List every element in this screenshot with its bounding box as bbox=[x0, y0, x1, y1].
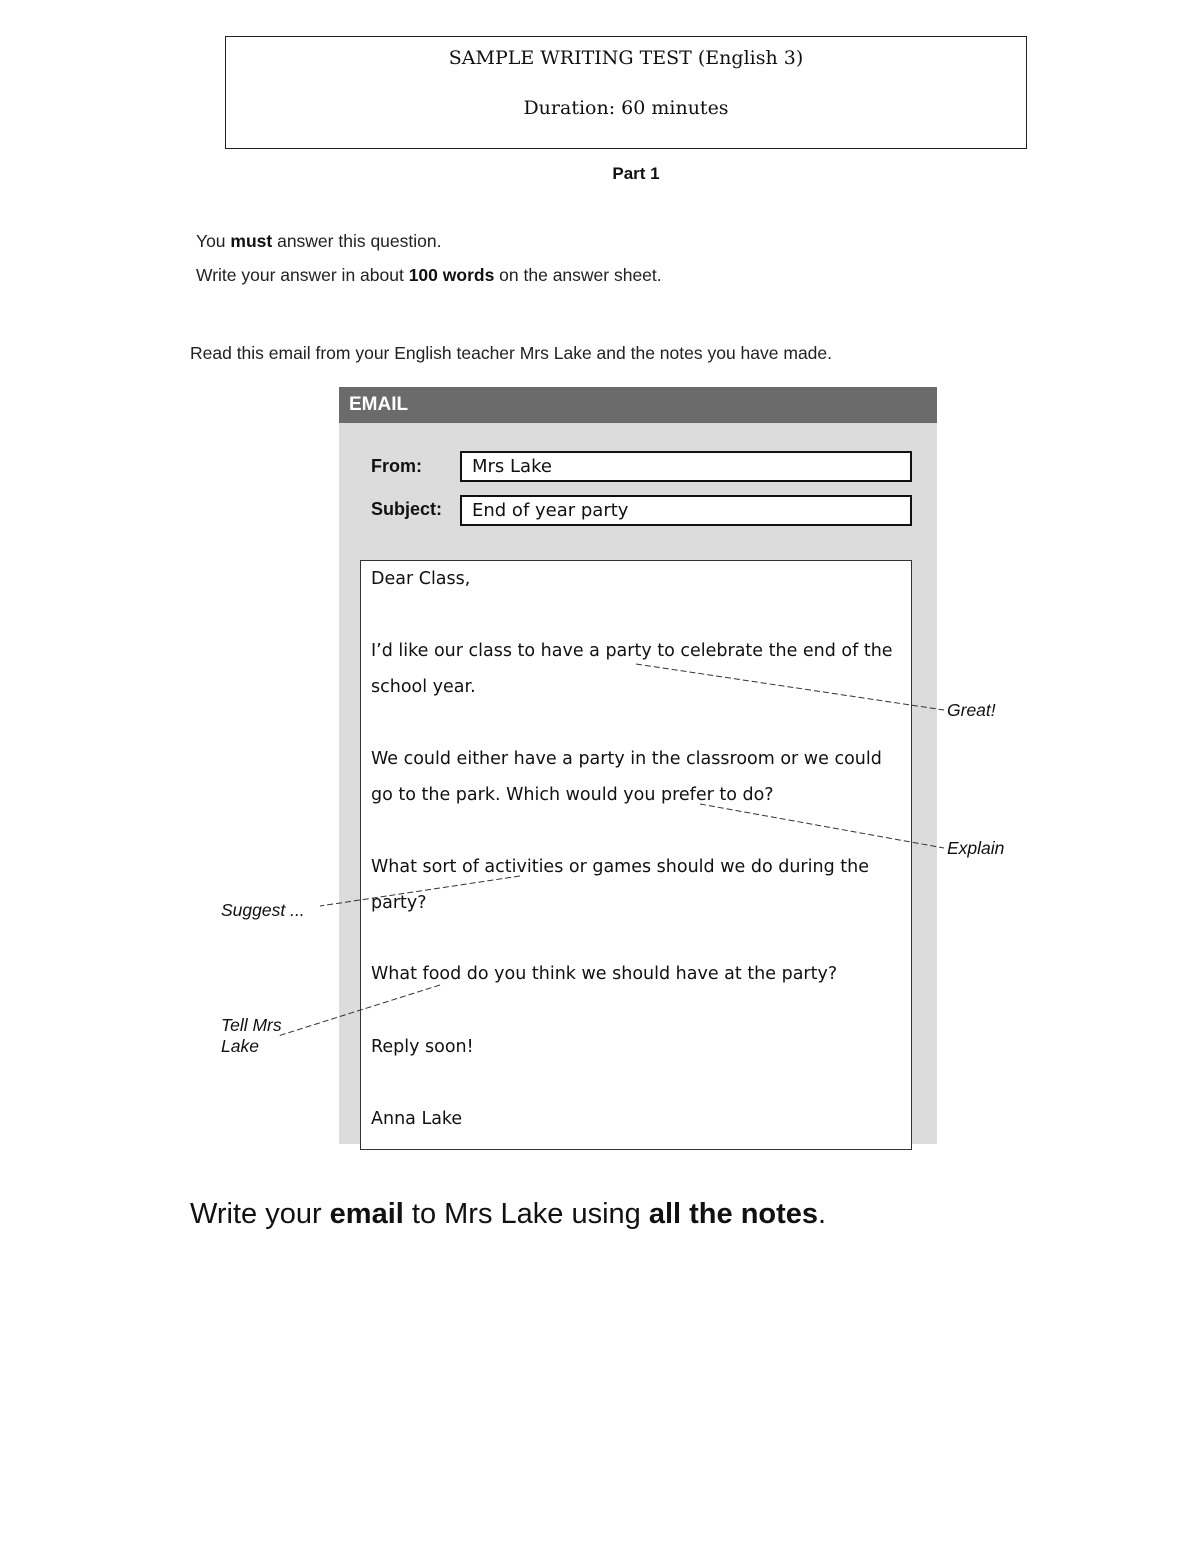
email-signature: Anna Lake bbox=[371, 1109, 463, 1129]
email-greeting: Dear Class, bbox=[371, 569, 471, 589]
instruction-1-bold: must bbox=[230, 231, 273, 251]
test-header-box bbox=[225, 36, 1027, 149]
final-bold-notes: all the notes bbox=[648, 1198, 819, 1230]
subject-field: End of year party bbox=[460, 495, 912, 526]
final-post: . bbox=[818, 1198, 827, 1230]
email-closing: Reply soon! bbox=[371, 1037, 474, 1057]
instruction-2-bold: 100 words bbox=[408, 265, 495, 285]
email-panel bbox=[339, 387, 937, 1144]
subject-label: Subject: bbox=[371, 499, 443, 519]
instruction-1-pre: You bbox=[196, 231, 231, 251]
email-body-line: school year. bbox=[371, 677, 476, 697]
note-tell-line-2: Lake bbox=[221, 1036, 259, 1056]
final-pre: Write your bbox=[190, 1198, 330, 1230]
final-mid: to Mrs Lake using bbox=[403, 1198, 649, 1230]
from-field: Mrs Lake bbox=[460, 451, 912, 482]
note-tell-line-1: Tell Mrs bbox=[221, 1015, 282, 1035]
email-body-line: go to the park. Which would you prefer to do? bbox=[371, 785, 774, 805]
final-bold-email: email bbox=[329, 1198, 404, 1230]
instruction-1-post: answer this question. bbox=[272, 231, 442, 251]
part-label: Part 1 bbox=[612, 164, 660, 183]
instruction-line-2 bbox=[196, 265, 662, 286]
email-body-line: party? bbox=[371, 893, 427, 913]
instruction-2-pre: Write your answer in about bbox=[196, 265, 409, 285]
instruction-line-1 bbox=[196, 231, 441, 252]
email-body-line: I’d like our class to have a party to celebrate the end of the bbox=[371, 641, 893, 661]
email-body-line: What food do you think we should have at the party? bbox=[371, 964, 838, 984]
final-instruction bbox=[190, 1198, 826, 1231]
test-title: SAMPLE WRITING TEST (English 3) bbox=[448, 47, 804, 69]
instruction-2-post: on the answer sheet. bbox=[494, 265, 662, 285]
read-email-instruction: Read this email from your English teacher Mrs Lake and the notes you have made. bbox=[190, 343, 833, 363]
note-great: Great! bbox=[947, 700, 996, 720]
from-label: From: bbox=[371, 456, 422, 476]
email-header: EMAIL bbox=[339, 387, 937, 423]
note-suggest: Suggest ... bbox=[221, 900, 305, 920]
note-explain: Explain bbox=[947, 838, 1005, 858]
email-body-line: We could either have a party in the classroom or we could bbox=[371, 749, 882, 769]
test-duration: Duration: 60 minutes bbox=[523, 97, 729, 119]
email-body bbox=[360, 560, 912, 1150]
email-body-line: What sort of activities or games should we do during the bbox=[371, 857, 869, 877]
